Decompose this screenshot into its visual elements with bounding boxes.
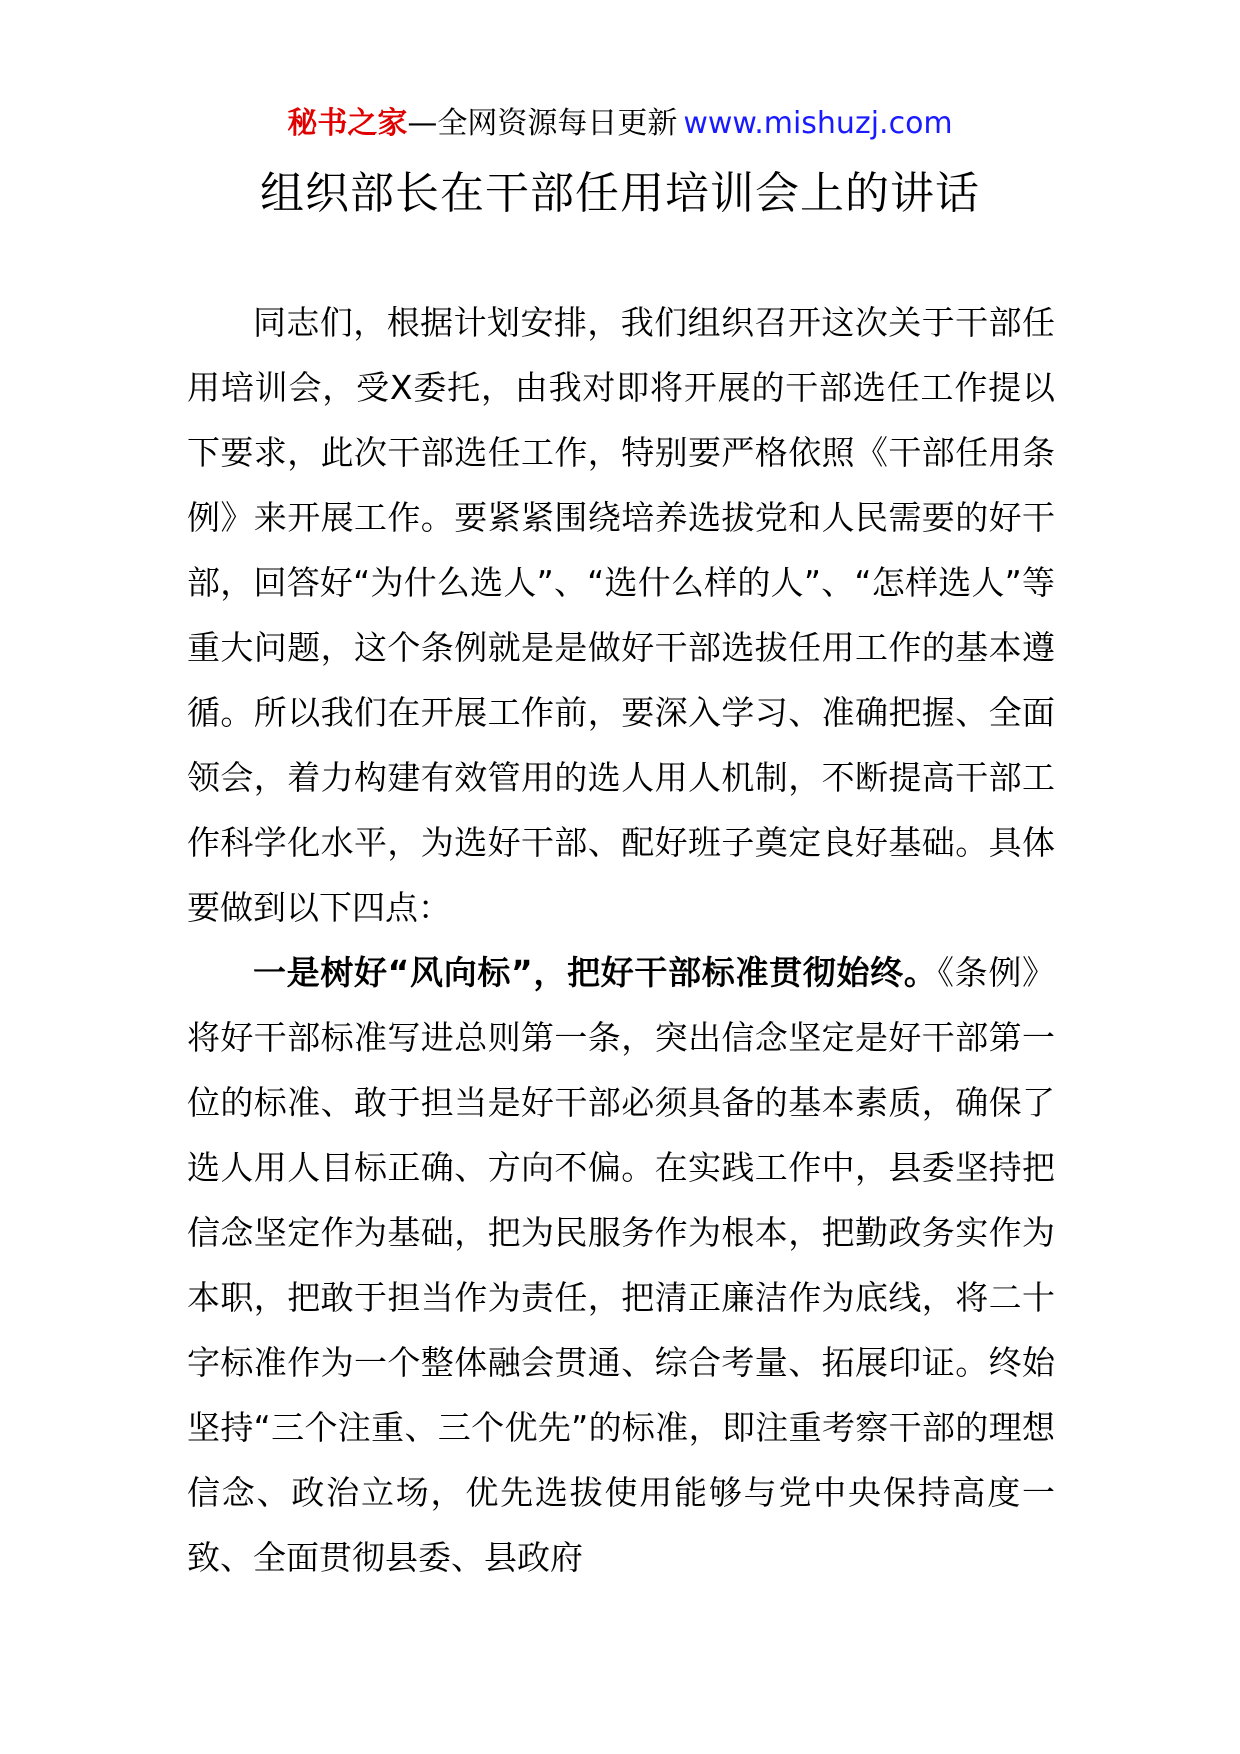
site-tagline: —全网资源每日更新 [407,106,678,141]
paragraph-lead: 一是树好“风向标”，把好干部标准贯彻始终。 [253,953,938,992]
paragraph-text: 同志们，根据计划安排，我们组织召开这次关于干部任用培训会，受X委托，由我对即将开展的干部选任工作提以下要求，此次干部选任工作，特别要严格依照《干部任用条例》来开展工作。要紧紧围绕培养选拔党和人民需要的好干部，回答好“为什么选人”、“选什么样的人”、“怎样选人”等重大问题，这个条例就是是做好干部选拔任用工作的基本遵循。所以我们在开展工作前，要深入学习、准确把握、全面领会，着力构建有效管用的选人用人机制，不断提高干部工作科学化水平，为选好干部、配好班子奠定良好基础。具体要做到以下四点： [187,303,1055,927]
document-body [187,290,1055,1590]
site-url-link[interactable]: www.mishuzj.com [683,106,953,141]
page-title: 组织部长在干部任用培训会上的讲话 [260,168,980,219]
site-brand: 秘书之家 [287,106,408,141]
site-header [0,100,1240,148]
paragraph-point-one [187,940,1055,1590]
paragraph-intro [187,290,1055,940]
paragraph-text: 《条例》将好干部标准写进总则第一条，突出信念坚定是好干部第一位的标准、敢于担当是好干部必须具备的基本素质，确保了选人用人目标正确、方向不偏。在实践工作中，县委坚持把信念坚定作为基础，把为民服务作为根本，把勤政务实作为本职，把敢于担当作为责任，把清正廉洁作为底线，将二十字标准作为一个整体融会贯通、综合考量、拓展印证。终始坚持“三个注重、三个优先”的标准，即注重考察干部的理想信念、政治立场，优先选拔使用能够与党中央保持高度一致、全面贯彻县委、县政府 [187,953,1055,1577]
